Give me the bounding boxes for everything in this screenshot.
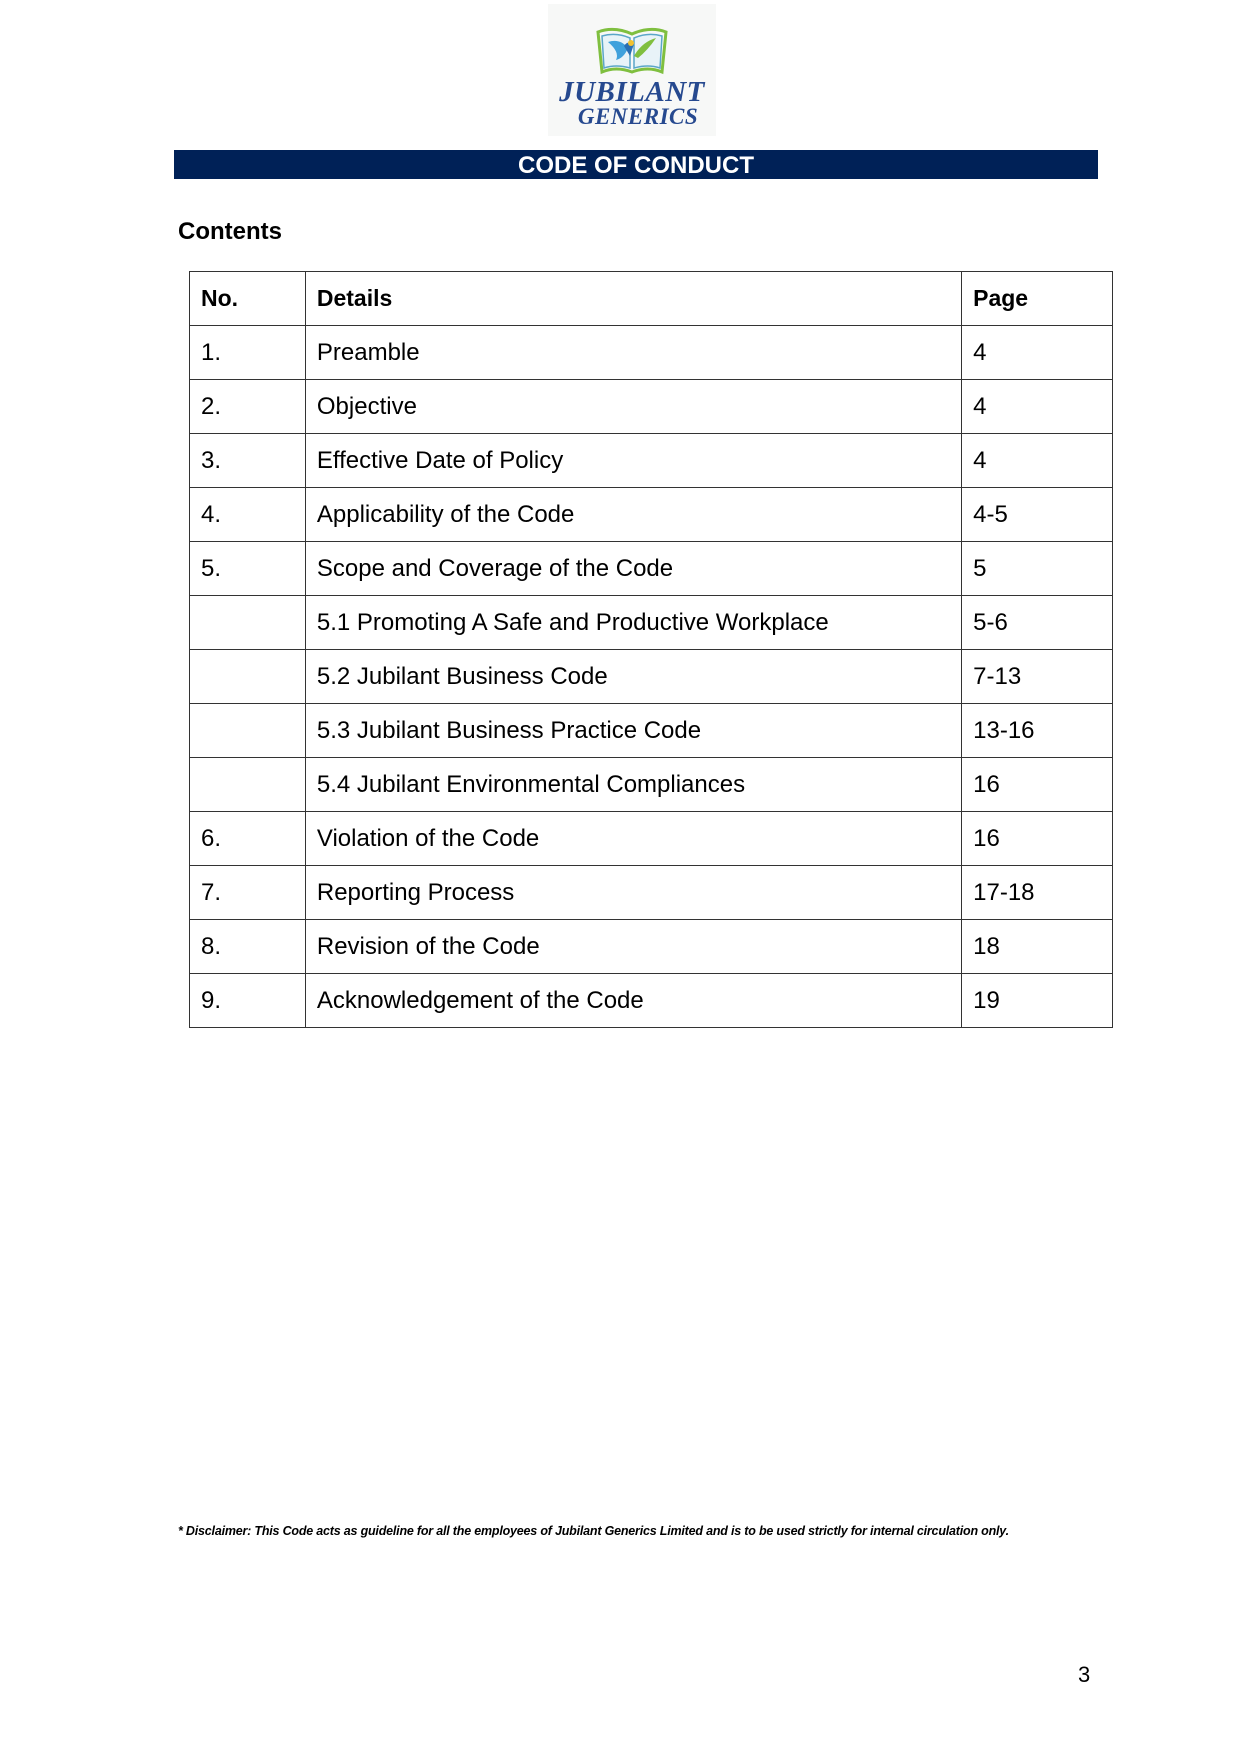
table-row: [190, 434, 1113, 488]
cell-number: 7.: [190, 866, 306, 920]
cell-number: [190, 650, 306, 704]
contents-heading: Contents: [178, 218, 282, 245]
cell-page: 4: [962, 326, 1113, 380]
title-banner: CODE OF CONDUCT: [174, 150, 1098, 179]
table-row: [190, 974, 1113, 1028]
cell-page: 7-13: [962, 650, 1113, 704]
cell-page: 5: [962, 542, 1113, 596]
cell-details: Scope and Coverage of the Code: [305, 542, 961, 596]
column-header-no: No.: [190, 272, 306, 326]
cell-details: Revision of the Code: [305, 920, 961, 974]
cell-page: 19: [962, 974, 1113, 1028]
cell-details: 5.1 Promoting A Safe and Productive Workplace: [305, 596, 961, 650]
table-row: [190, 920, 1113, 974]
cell-number: 9.: [190, 974, 306, 1028]
table-header-row: [190, 272, 1113, 326]
cell-details: Effective Date of Policy: [305, 434, 961, 488]
table-row: [190, 380, 1113, 434]
cell-page: 13-16: [962, 704, 1113, 758]
cell-details: Preamble: [305, 326, 961, 380]
table-row: [190, 542, 1113, 596]
cell-number: 8.: [190, 920, 306, 974]
table-row: [190, 488, 1113, 542]
cell-details: 5.2 Jubilant Business Code: [305, 650, 961, 704]
page-number: 3: [1078, 1662, 1091, 1687]
company-logo: [548, 4, 716, 136]
cell-details: Objective: [305, 380, 961, 434]
cell-details: Violation of the Code: [305, 812, 961, 866]
table-row: [190, 326, 1113, 380]
cell-details: Acknowledgement of the Code: [305, 974, 961, 1028]
cell-number: 5.: [190, 542, 306, 596]
cell-page: 17-18: [962, 866, 1113, 920]
cell-details: Applicability of the Code: [305, 488, 961, 542]
cell-details: 5.4 Jubilant Environmental Compliances: [305, 758, 961, 812]
cell-number: 6.: [190, 812, 306, 866]
cell-page: 4: [962, 434, 1113, 488]
cell-page: 5-6: [962, 596, 1113, 650]
table-row: [190, 758, 1113, 812]
cell-number: 3.: [190, 434, 306, 488]
table-row: [190, 812, 1113, 866]
cell-number: [190, 758, 306, 812]
contents-table: [189, 271, 1113, 1028]
cell-number: 1.: [190, 326, 306, 380]
contents-table-body: [190, 326, 1113, 1028]
cell-page: 16: [962, 758, 1113, 812]
table-row: [190, 866, 1113, 920]
column-header-details: Details: [305, 272, 961, 326]
table-row: [190, 596, 1113, 650]
cell-details: 5.3 Jubilant Business Practice Code: [305, 704, 961, 758]
table-row: [190, 704, 1113, 758]
table-row: [190, 650, 1113, 704]
column-header-page: Page: [962, 272, 1113, 326]
disclaimer-text: * Disclaimer: This Code acts as guideline for all the employees of Jubilant Generics Limited and is to be used strictly for internal circulation only.: [178, 1524, 1009, 1538]
cell-number: 2.: [190, 380, 306, 434]
cell-page: 4: [962, 380, 1113, 434]
cell-number: 4.: [190, 488, 306, 542]
cell-page: 18: [962, 920, 1113, 974]
bird-book-icon: [594, 26, 670, 76]
logo-word-jubilant: JUBILANT: [559, 76, 705, 108]
cell-details: Reporting Process: [305, 866, 961, 920]
cell-page: 4-5: [962, 488, 1113, 542]
cell-number: [190, 704, 306, 758]
logo-word-generics: GENERICS: [577, 104, 699, 129]
cell-number: [190, 596, 306, 650]
cell-page: 16: [962, 812, 1113, 866]
